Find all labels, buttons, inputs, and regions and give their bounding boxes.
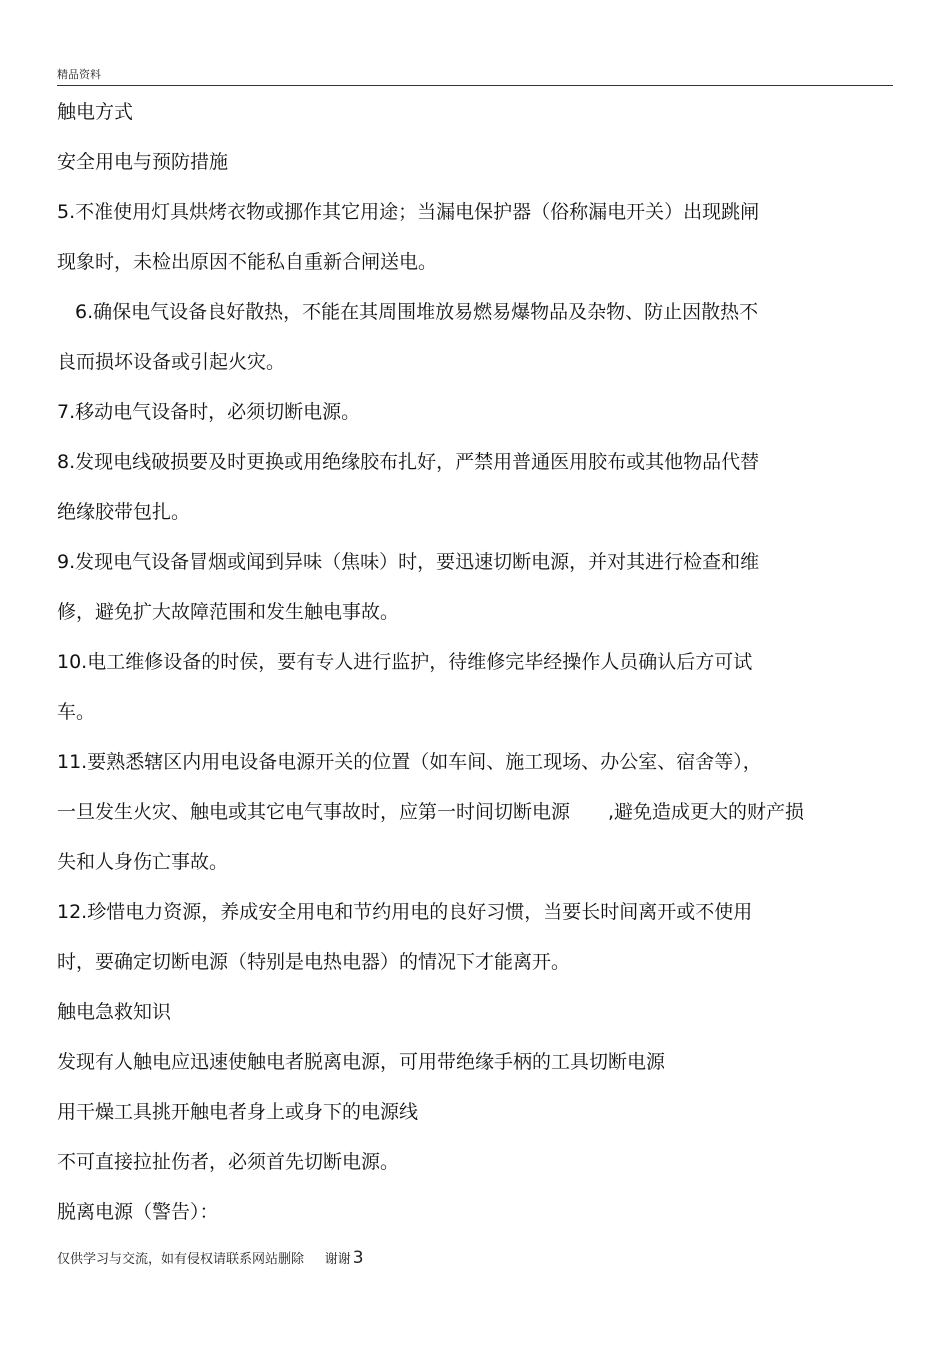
page-number: 3 bbox=[352, 1248, 364, 1268]
paragraph-line: 车。 bbox=[57, 701, 96, 723]
paragraph-line: 10.电工维修设备的时侯，要有专人进行监护，待维修完毕经操作人员确认后方可试 bbox=[57, 651, 753, 673]
page-header-label: 精品资料 bbox=[57, 68, 101, 81]
paragraph-line: 脱离电源（警告）： bbox=[57, 1201, 219, 1223]
paragraph-line: 9.发现电气设备冒烟或闻到异味（焦味）时，要迅速切断电源，并对其进行检查和维 bbox=[57, 551, 760, 573]
footer-thanks: 谢谢 bbox=[324, 1252, 351, 1267]
paragraph-line: 不可直接拉扯伤者，必须首先切断电源。 bbox=[57, 1151, 400, 1173]
paragraph-line: 发现有人触电应迅速使触电者脱离电源，可用带绝缘手柄的工具切断电源 bbox=[57, 1051, 666, 1073]
page-footer bbox=[57, 1248, 364, 1268]
paragraph-line: 12.珍惜电力资源，养成安全用电和节约用电的良好习惯，当要长时间离开或不使用 bbox=[57, 901, 753, 923]
paragraph-line bbox=[57, 799, 804, 825]
paragraph-line: 7.移动电气设备时，必须切断电源。 bbox=[57, 401, 361, 423]
paragraph-line-part: 一旦发生火灾、触电或其它电气事故时，应第一时间切断电源 bbox=[57, 801, 571, 823]
paragraph-line-part: ,避免造成更大的财产损 bbox=[608, 801, 805, 823]
section-heading-first-aid: 触电急救知识 bbox=[57, 1001, 172, 1023]
paragraph-line: 失和人身伤亡事故。 bbox=[57, 851, 229, 873]
paragraph-line: 6.确保电气设备良好散热，不能在其周围堆放易燃易爆物品及杂物、防止因散热不 bbox=[75, 301, 759, 323]
paragraph-line: 用干燥工具挑开触电者身上或身下的电源线 bbox=[57, 1101, 419, 1123]
paragraph-line: 绝缘胶带包扎。 bbox=[57, 501, 191, 523]
footer-notice: 仅供学习与交流，如有侵权请联系网站删除 bbox=[57, 1252, 305, 1267]
header-rule bbox=[57, 85, 893, 86]
section-heading-safe-electricity: 安全用电与预防措施 bbox=[57, 151, 229, 173]
paragraph-line: 11.要熟悉辖区内用电设备电源开关的位置（如车间、施工现场、办公室、宿舍等）， bbox=[57, 751, 762, 773]
paragraph-line: 5.不准使用灯具烘烤衣物或挪作其它用途；当漏电保护器（俗称漏电开关）出现跳闸 bbox=[57, 201, 760, 223]
paragraph-line: 良而损坏设备或引起火灾。 bbox=[57, 351, 286, 373]
paragraph-line: 时，要确定切断电源（特别是电热电器）的情况下才能离开。 bbox=[57, 951, 571, 973]
paragraph-line: 现象时，未检出原因不能私自重新合闸送电。 bbox=[57, 251, 438, 273]
paragraph-line: 8.发现电线破损要及时更换或用绝缘胶布扎好，严禁用普通医用胶布或其他物品代替 bbox=[57, 451, 760, 473]
section-heading-electric-shock-types: 触电方式 bbox=[57, 101, 134, 123]
paragraph-line: 修，避免扩大故障范围和发生触电事故。 bbox=[57, 601, 400, 623]
